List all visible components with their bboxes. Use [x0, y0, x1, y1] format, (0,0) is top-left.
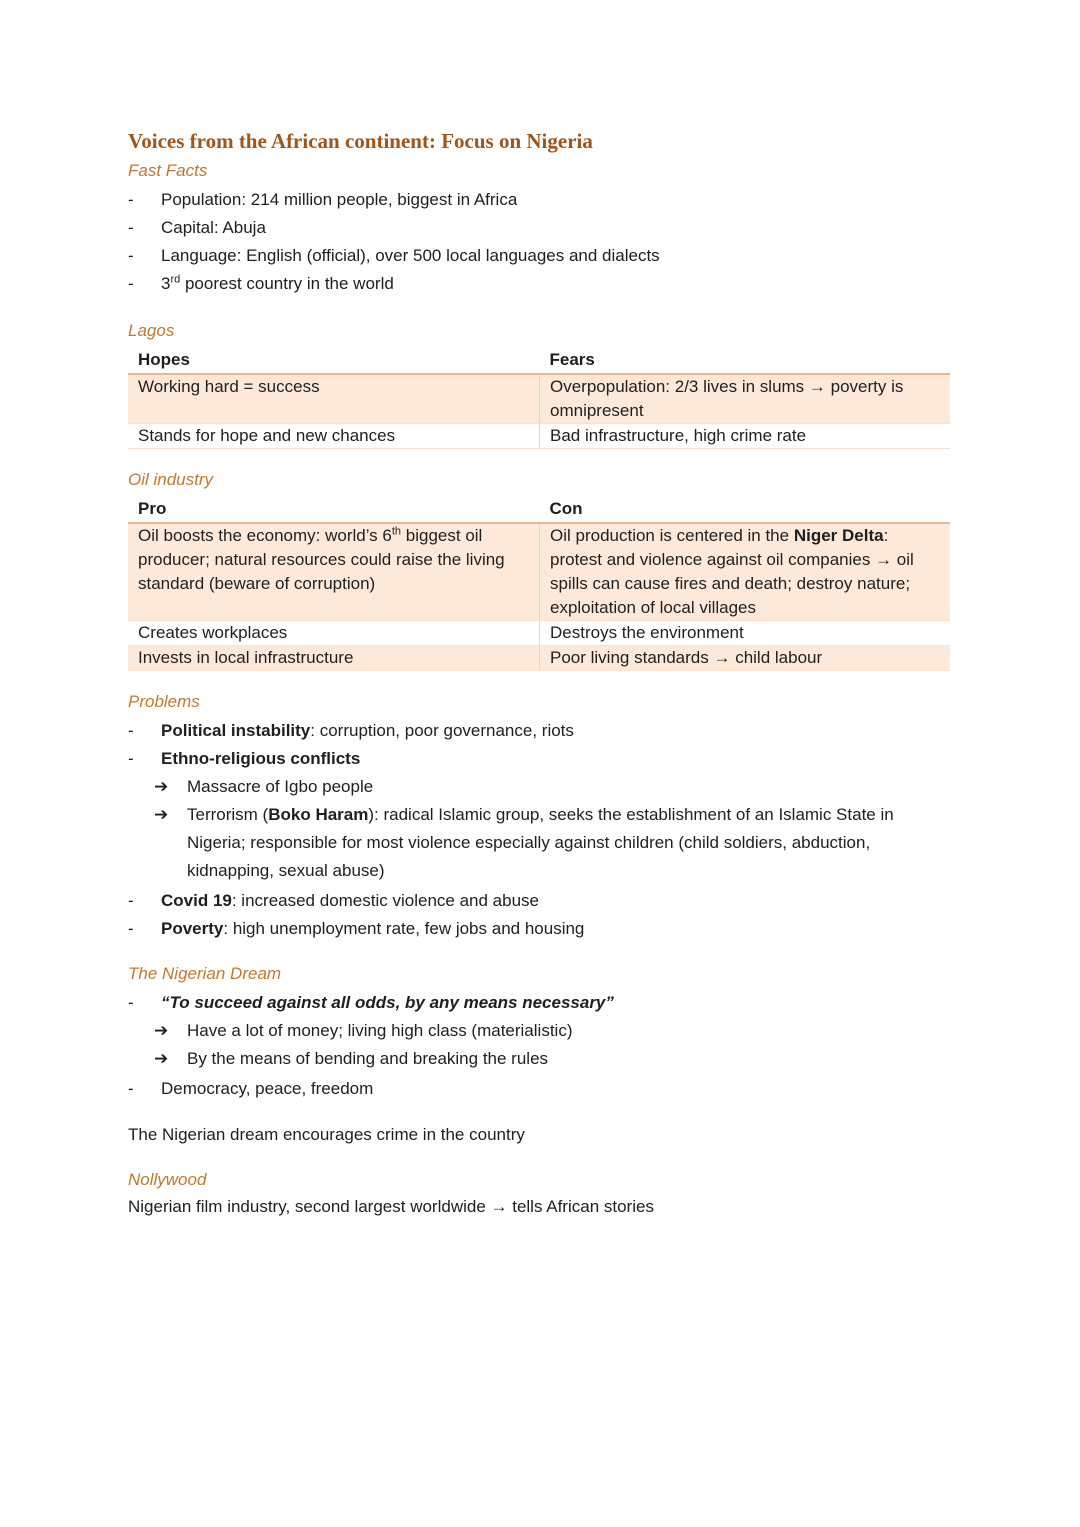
item-text: Have a lot of money; living high class (materialistic)	[187, 1021, 573, 1040]
list-item	[128, 717, 950, 745]
list-item: - Capital: Abuja	[128, 214, 950, 242]
dream-list	[128, 989, 950, 1017]
fast-facts-heading: Fast Facts	[128, 161, 208, 180]
table-header-con: Con	[540, 497, 951, 523]
item-text: ): radical Islamic group, seeks the establishment of an Islamic State in Nigeria; responsible for most violence especially against children (child soldiers, abduction, kidnapping, sexual abuse)	[187, 805, 894, 880]
list-item	[154, 801, 950, 885]
table-cell	[128, 523, 540, 621]
problems-list-continued	[128, 887, 950, 943]
oil-heading: Oil industry	[128, 470, 214, 489]
table-row	[128, 374, 950, 424]
table-cell: Bad infrastructure, high crime rate	[540, 424, 951, 449]
table-row	[128, 523, 950, 621]
list-item	[128, 887, 950, 915]
dream-quote: “To succeed against all odds, by any means necessary”	[161, 993, 614, 1012]
item-bold: Covid 19	[161, 891, 232, 910]
item-text: By the means of bending and breaking the rules	[187, 1049, 549, 1068]
table-header-hopes: Hopes	[128, 348, 540, 374]
item-bold: Political instability	[161, 721, 311, 740]
dream-summary: The Nigerian dream encourages crime in the country	[128, 1125, 525, 1144]
cell-text: Oil boosts the economy: world’s 6	[138, 526, 392, 545]
lagos-heading: Lagos	[128, 321, 175, 340]
problems-heading: Problems	[128, 692, 200, 711]
table-cell: Destroys the environment	[540, 621, 951, 646]
table-cell: Stands for hope and new chances	[128, 424, 540, 449]
lagos-table	[128, 348, 950, 449]
problems-list	[128, 717, 950, 773]
table-cell: Invests in local infrastructure	[128, 646, 540, 671]
table-row	[128, 621, 950, 646]
table-cell: Poor living standards → child labour	[540, 646, 951, 671]
ordinal-suffix: th	[391, 525, 402, 538]
list-item	[154, 1017, 950, 1045]
list-item	[128, 915, 950, 943]
item-bold: Boko Haram	[268, 805, 369, 824]
nollywood-text: Nigerian film industry, second largest worldwide → tells African stories	[128, 1197, 654, 1216]
page-title: Voices from the African continent: Focus on Nigeria	[128, 129, 593, 153]
list-item	[128, 989, 950, 1017]
list-item	[154, 773, 950, 801]
cell-bold-text: Niger Delta	[793, 526, 884, 545]
dream-list-continued	[128, 1075, 950, 1103]
arrow-right-icon: ➔	[154, 777, 169, 796]
arrow-right-icon: ➔	[154, 805, 169, 824]
list-item	[154, 1045, 950, 1073]
item-text: : high unemployment rate, few jobs and housing	[223, 919, 585, 938]
cell-text: biggest oil producer; natural resources could raise the living standard (beware of corruption)	[138, 526, 505, 593]
document-page	[128, 128, 950, 1221]
table-row	[128, 646, 950, 671]
item-text: : corruption, poor governance, riots	[310, 721, 574, 740]
table-cell: Overpopulation: 2/3 lives in slums → poverty is omnipresent	[540, 374, 951, 424]
dream-sublist	[154, 1017, 950, 1073]
table-cell: Creates workplaces	[128, 621, 540, 646]
list-item: - Population: 214 million people, biggest in Africa	[128, 186, 950, 214]
item-bold: Ethno-religious conflicts	[161, 749, 361, 768]
arrow-right-icon: ➔	[154, 1021, 169, 1040]
nollywood-heading: Nollywood	[128, 1170, 207, 1189]
cell-text: : protest and violence against oil companies → oil spills can cause fires and death; destroy nature; exploitation of local villages	[550, 526, 914, 617]
conflicts-sublist	[154, 773, 950, 885]
rank-text: poorest country in the world	[180, 274, 394, 293]
item-text: Massacre of Igbo people	[187, 777, 374, 796]
table-header-fears: Fears	[540, 348, 951, 374]
item-text: Terrorism (	[187, 805, 269, 824]
table-cell	[540, 523, 951, 621]
cell-text: Oil production is centered in the	[550, 526, 794, 545]
list-item: - Democracy, peace, freedom	[128, 1075, 950, 1103]
fast-facts-list	[128, 186, 950, 298]
table-header-pro: Pro	[128, 497, 540, 523]
item-bold: Poverty	[161, 919, 224, 938]
dream-heading: The Nigerian Dream	[128, 964, 282, 983]
list-item	[128, 745, 950, 773]
rank-number: 3	[161, 274, 171, 293]
arrow-right-icon: ➔	[154, 1049, 169, 1068]
list-item: - Language: English (official), over 500 local languages and dialects	[128, 242, 950, 270]
table-cell: Working hard = success	[128, 374, 540, 424]
rank-suffix: rd	[170, 273, 181, 286]
list-item	[128, 270, 950, 298]
table-row	[128, 424, 950, 449]
oil-table	[128, 497, 950, 671]
item-text: : increased domestic violence and abuse	[231, 891, 539, 910]
